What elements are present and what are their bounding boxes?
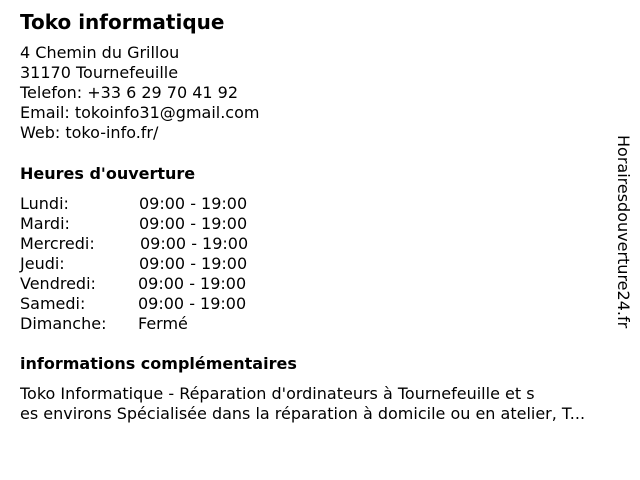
time-value: 09:00 - 19:00 bbox=[140, 234, 249, 253]
time-value: 09:00 - 19:00 bbox=[139, 214, 248, 233]
day-label: Dimanche: bbox=[20, 314, 107, 333]
contact-block bbox=[20, 43, 259, 143]
hours-heading: Heures d'ouverture bbox=[20, 164, 196, 183]
site-watermark[interactable]: Horairesdouverture24.fr bbox=[614, 135, 633, 329]
email-address[interactable]: Email: tokoinfo31@gmail.com bbox=[20, 103, 260, 122]
day-label: Samedi: bbox=[20, 294, 86, 313]
info-text bbox=[20, 384, 632, 424]
day-label: Lundi: bbox=[20, 194, 69, 213]
website-link[interactable]: Web: toko-info.fr/ bbox=[20, 123, 159, 142]
time-value: Fermé bbox=[138, 314, 188, 333]
day-label: Jeudi: bbox=[20, 254, 65, 273]
street-address: 4 Chemin du Grillou bbox=[20, 43, 180, 62]
info-line: es environs Spécialisée dans la réparation à domicile ou en atelier, T... bbox=[20, 404, 586, 423]
business-name: Toko informatique bbox=[20, 10, 225, 34]
info-line: Toko Informatique - Réparation d'ordinateurs à Tournefeuille et s bbox=[20, 384, 535, 403]
time-value: 09:00 - 19:00 bbox=[138, 274, 247, 293]
city-address: 31170 Tournefeuille bbox=[20, 63, 179, 82]
day-label: Mercredi: bbox=[20, 234, 95, 253]
time-value: 09:00 - 19:00 bbox=[139, 254, 248, 273]
phone-number[interactable]: Telefon: +33 6 29 70 41 92 bbox=[20, 83, 239, 102]
time-value: 09:00 - 19:00 bbox=[139, 194, 248, 213]
info-heading: informations complémentaires bbox=[20, 354, 297, 373]
day-label: Vendredi: bbox=[20, 274, 96, 293]
day-label: Mardi: bbox=[20, 214, 70, 233]
time-value: 09:00 - 19:00 bbox=[138, 294, 247, 313]
